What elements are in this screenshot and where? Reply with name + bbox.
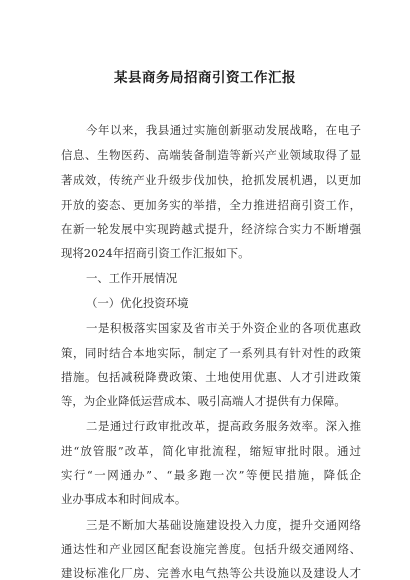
subsection-heading: （一）优化投资环境 — [86, 296, 189, 310]
paragraph-1-line-6: 现将2024年招商引资工作汇报如下。 — [61, 246, 250, 260]
paragraph-4-line-2: 通达性和产业园区配套设施完善度。包括升级交通网络、 — [61, 542, 361, 556]
paragraph-3-line-3: 实行“一网通办”、“最多跑一次”等便民措施，降低企 — [61, 468, 361, 482]
paragraph-1-line-3: 著成效，传统产业升级步伐加快，抢抓发展机遇，以更加 — [61, 173, 361, 187]
paragraph-2-line-2: 策，同时结合本地实际，制定了一系列具有针对性的政策 — [61, 346, 361, 360]
paragraph-1-line-4: 开放的姿态、更加务实的举措，全力推进招商引资工作， — [61, 198, 361, 212]
paragraph-3-line-2: 进“放管服”改革，简化审批流程，缩短审批时限。通过 — [61, 444, 361, 458]
paragraph-4-line-3: 建设标准化厂房、完善水电气热等公共设施以及建设人才 — [61, 566, 361, 580]
paragraph-3-line-4: 业办事成本和时间成本。 — [61, 492, 187, 506]
paragraph-2-line-1: 一是积极落实国家及省市关于外资企业的各项优惠政 — [86, 321, 361, 335]
paragraph-3-line-1: 二是通过行政审批改革，提高政务服务效率。深入推 — [86, 419, 361, 433]
paragraph-2-line-4: 等，为企业降低运营成本、吸引高端人才提供有力保障。 — [61, 394, 346, 408]
paragraph-4-line-1: 三是不断加大基础设施建设投入力度，提升交通网络 — [86, 518, 361, 532]
paragraph-1-line-1: 今年以来，我县通过实施创新驱动发展战略，在电子 — [86, 123, 361, 137]
paragraph-2-line-3: 措施。包括减税降费政策、土地使用优惠、人才引进政策 — [61, 370, 361, 384]
paragraph-1-line-5: 在新一轮发展中实现跨越式提升，经济综合实力不断增强 — [61, 222, 361, 236]
section-heading: 一、工作开展情况 — [86, 271, 178, 285]
paragraph-1-line-2: 信息、生物医药、高端装备制造等新兴产业领域取得了显 — [61, 148, 361, 162]
document-title: 某县商务局招商引资工作汇报 — [114, 70, 296, 86]
